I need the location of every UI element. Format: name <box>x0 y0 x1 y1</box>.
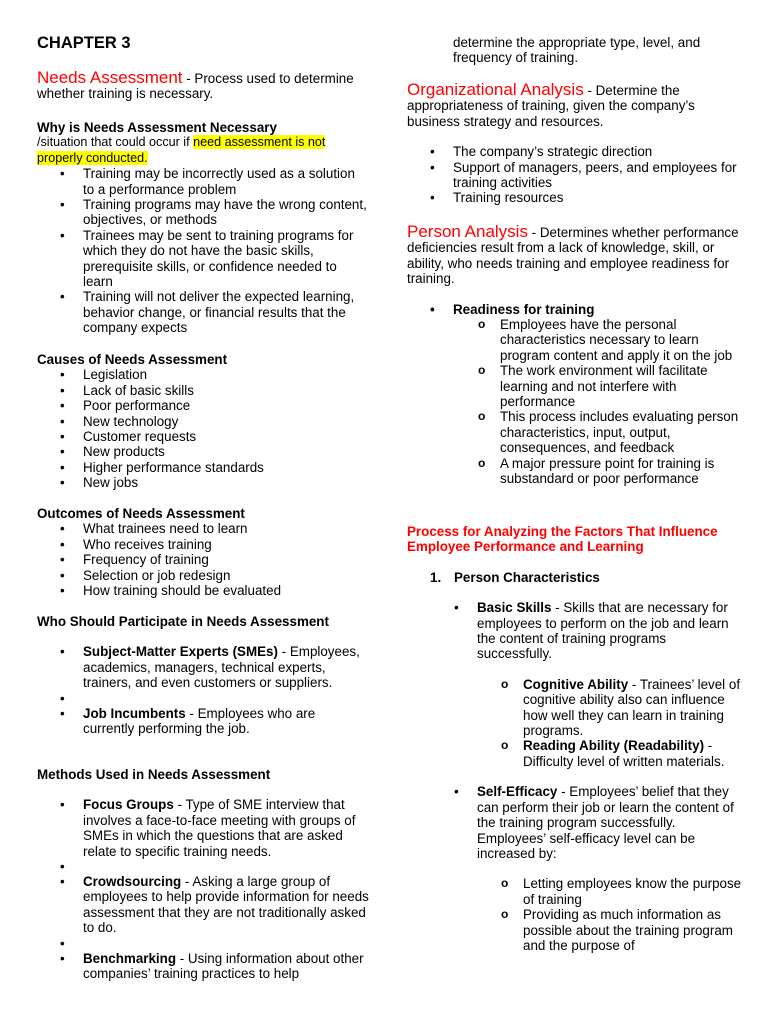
abilities-list <box>407 677 742 769</box>
list-item: • The company’s strategic direction <box>407 144 742 159</box>
list-item: • Training will not deliver the expected learning, behavior change, or financial results that the company expects <box>37 289 369 335</box>
list-item <box>37 951 369 982</box>
basic-skills-list <box>407 600 742 662</box>
process-heading: Process for Analyzing the Factors That Influence Employee Performance and Learning <box>407 524 718 555</box>
list-item: • Poor performance <box>37 398 369 413</box>
ability-desc: - Trainees’ level of cognitive ability also can influence how well they can learn in training programs. <box>523 676 741 739</box>
list-item <box>407 738 742 769</box>
causes-section <box>37 352 369 491</box>
causes-heading: Causes of Needs Assessment <box>37 352 228 367</box>
ability-term: Reading Ability (Readability) <box>523 738 705 754</box>
efficacy-sub-list <box>407 876 742 953</box>
list-item <box>37 706 369 737</box>
process-steps <box>407 570 742 585</box>
why-situation-highlight: need assessment is not properly conducted. <box>37 135 326 165</box>
list-item: • How training should be evaluated <box>37 583 369 598</box>
methods-section <box>37 767 369 981</box>
list-item: • Selection or job redesign <box>37 568 369 583</box>
basic-skills-term: Basic Skills <box>477 600 552 616</box>
participant-term: Job Incumbents <box>83 705 186 721</box>
method-term: Focus Groups <box>83 797 174 813</box>
ability-desc: - Difficulty level of written materials. <box>523 738 725 769</box>
readiness-sub-list <box>407 317 742 486</box>
participant-term: Subject-Matter Experts (SMEs) <box>83 644 278 660</box>
list-item <box>37 797 369 859</box>
readiness-label: • Readiness for training <box>407 302 742 317</box>
participants-section <box>37 614 369 736</box>
ability-term: Cognitive Ability <box>523 676 629 692</box>
method-term: Benchmarking <box>83 950 177 966</box>
chapter-title: CHAPTER 3 <box>37 34 131 52</box>
list-item: • Trainees may be sent to training programs for which they do not have the basic skills, prerequisite skills, or confidence needed to learn <box>37 228 369 290</box>
why-situation <box>37 135 369 166</box>
needs-assessment-definition: - Process used to determine whether training is necessary. <box>37 71 354 102</box>
method-desc: - Type of SME interview that involves a face-to-face meeting with groups of SMEs in which the questions that are asked relate to specific training needs. <box>83 797 356 859</box>
needs-assessment-title: Needs Assessment <box>37 68 183 87</box>
continuation-text: determine the appropriate type, level, and frequency of training. <box>453 35 701 66</box>
person-analysis-definition: - Determines whether performance deficiencies result from a lack of knowledge, skill, or ability, who needs training and employee readiness for training. <box>407 225 739 287</box>
outcomes-section <box>37 506 369 598</box>
person-analysis-title: Person Analysis <box>407 222 528 241</box>
readiness-list <box>407 302 742 317</box>
why-situation-prefix: /situation that could occur if <box>37 135 194 150</box>
list-item: • New jobs <box>37 475 369 490</box>
self-efficacy-desc: - Employees’ belief that they can perform their job or learn the content of the training program successfully. Employees’ self-efficacy level can be increased by: <box>477 784 734 861</box>
participant-desc: - Employees, academics, managers, technical experts, trainers, and even customers or suppliers. <box>83 644 360 691</box>
step-label: Person Characteristics <box>454 569 600 585</box>
why-list <box>37 166 369 335</box>
method-desc: - Asking a large group of employees to help provide information for needs assessment that they are not traditionally asked to do. <box>83 874 369 936</box>
list-item: o A major pressure point for training is substandard or poor performance <box>407 456 742 487</box>
list-item <box>407 784 742 861</box>
list-item: • Legislation <box>37 367 369 382</box>
needs-assessment-section <box>37 70 369 102</box>
list-item: • Support of managers, peers, and employees for training activities <box>407 160 742 191</box>
participants-list <box>37 644 369 736</box>
list-item: o Employees have the personal characteristics necessary to learn program content and apply it on the job <box>407 317 742 363</box>
causes-list <box>37 367 369 490</box>
list-item: • Who receives training <box>37 537 369 552</box>
list-item: • What trainees need to learn <box>37 521 369 536</box>
list-item <box>407 600 742 662</box>
participants-heading: Who Should Participate in Needs Assessment <box>37 614 329 629</box>
list-item: • Lack of basic skills <box>37 383 369 398</box>
self-efficacy-list <box>407 784 742 861</box>
methods-heading: Methods Used in Needs Assessment <box>37 767 271 782</box>
list-item: o This process includes evaluating person characteristics, input, output, consequences, and feedback <box>407 409 742 455</box>
org-analysis-definition: - Determine the appropriateness of training, given the company’s business strategy and resources. <box>407 83 695 129</box>
method-term: Crowdsourcing <box>83 874 182 890</box>
process-step <box>407 570 742 585</box>
org-analysis-title: Organizational Analysis <box>407 80 584 99</box>
basic-skills-desc: - Skills that are necessary for employees to perform on the job and learn the content of training programs successfully. <box>477 600 729 662</box>
list-item: o The work environment will facilitate learning and not interfere with performance <box>407 363 742 409</box>
method-desc: - Using information about other companies’ training practices to help <box>83 950 364 982</box>
outcomes-list <box>37 521 369 598</box>
list-item: • New products <box>37 444 369 459</box>
list-item <box>37 644 369 690</box>
list-item: • Training resources <box>407 190 742 205</box>
list-item <box>407 677 742 739</box>
list-item: • Training programs may have the wrong content, objectives, or methods <box>37 197 369 228</box>
list-item <box>37 874 369 936</box>
org-analysis-section <box>407 82 742 206</box>
self-efficacy-term: Self-Efficacy <box>477 784 558 800</box>
list-item: • Customer requests <box>37 429 369 444</box>
list-item: • Training may be incorrectly used as a solution to a performance problem <box>37 166 369 197</box>
list-item: • New technology <box>37 414 369 429</box>
why-section <box>37 120 369 336</box>
outcomes-heading: Outcomes of Needs Assessment <box>37 506 245 521</box>
list-item: o Providing as much information as possible about the training program and the purpose of <box>407 907 742 953</box>
methods-list <box>37 797 369 981</box>
step-number: 1. <box>430 569 442 585</box>
list-item: o Letting employees know the purpose of training <box>407 876 742 907</box>
list-item: • Frequency of training <box>37 552 369 567</box>
why-heading: Why is Needs Assessment Necessary <box>37 120 277 135</box>
participant-desc: - Employees who are currently performing the job. <box>83 705 316 737</box>
list-item: • Higher performance standards <box>37 460 369 475</box>
person-analysis-section <box>407 224 742 487</box>
process-section <box>407 524 742 953</box>
org-analysis-list <box>407 144 742 206</box>
